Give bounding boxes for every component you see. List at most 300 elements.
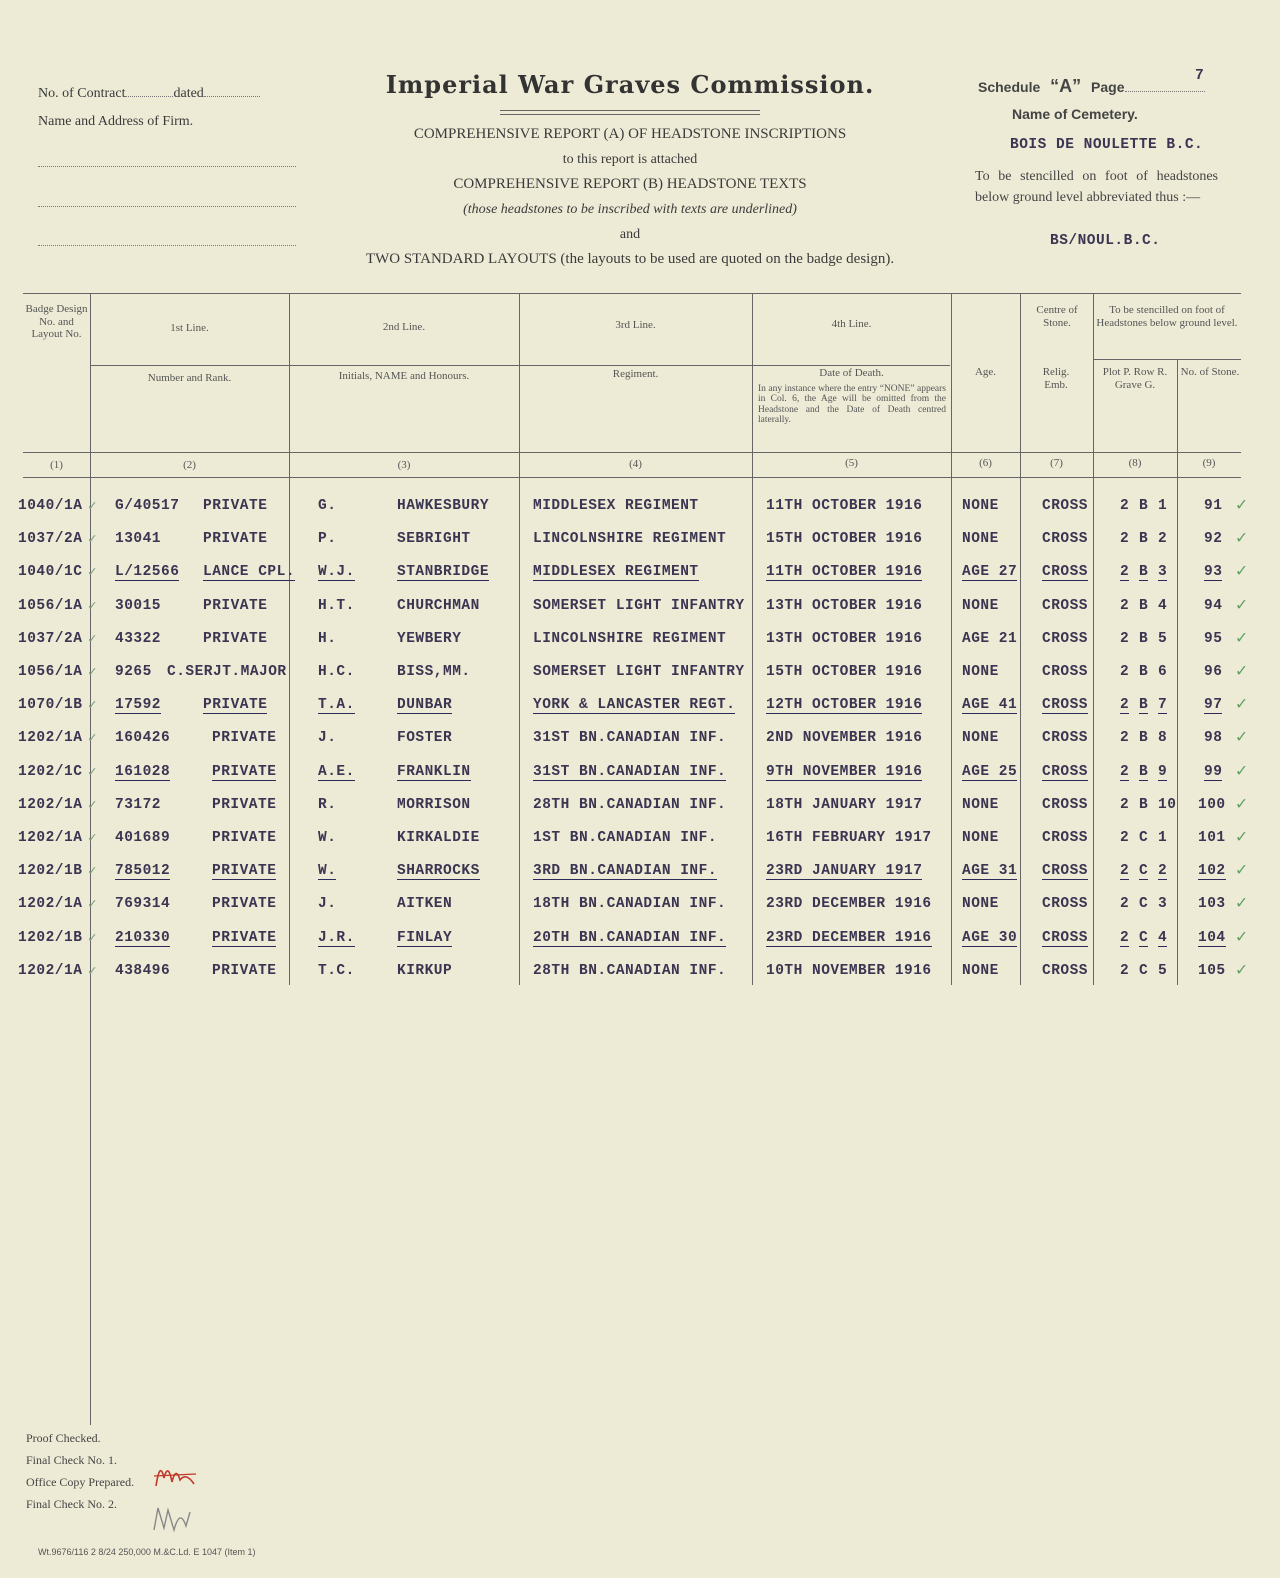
age-cell: AGE 21 bbox=[962, 631, 1018, 647]
initials-cell: H. bbox=[318, 631, 337, 647]
age-cell: NONE bbox=[962, 730, 999, 746]
green-check-mark-icon: ✓ bbox=[1236, 728, 1248, 748]
emb-cell: CROSS bbox=[1042, 664, 1089, 680]
col2-number: (2) bbox=[183, 459, 196, 471]
date-cell: 12TH OCTOBER 1916 bbox=[766, 697, 923, 713]
date-cell: 23RD DECEMBER 1916 bbox=[766, 896, 932, 912]
rank-cell: PRIVATE bbox=[212, 863, 277, 879]
grave-cell: 1 bbox=[1158, 498, 1168, 514]
emb-cell: CROSS bbox=[1042, 896, 1089, 912]
name-cell: AITKEN bbox=[397, 896, 453, 912]
number-cell: 438496 bbox=[115, 963, 171, 979]
col4-subheader: Regiment. bbox=[612, 368, 659, 380]
age-cell: NONE bbox=[962, 531, 999, 547]
emb-cell: CROSS bbox=[1042, 963, 1089, 979]
check-mark-icon: ✓ bbox=[88, 532, 97, 548]
row-cell: B bbox=[1139, 730, 1149, 746]
age-cell: AGE 30 bbox=[962, 930, 1018, 946]
check-mark-icon: ✓ bbox=[88, 565, 97, 581]
plot-cell: 2 bbox=[1120, 697, 1130, 713]
badge-cell: 1070/1B bbox=[18, 697, 83, 713]
body-top-rule bbox=[23, 477, 1241, 478]
plot-cell: 2 bbox=[1120, 498, 1130, 514]
age-cell: NONE bbox=[962, 830, 999, 846]
check-mark-icon: ✓ bbox=[88, 897, 97, 913]
green-check-mark-icon: ✓ bbox=[1236, 596, 1248, 616]
regiment-cell: LINCOLNSHIRE REGIMENT bbox=[533, 631, 727, 647]
row-cell: B bbox=[1139, 498, 1149, 514]
regiment-cell: 28TH BN.CANADIAN INF. bbox=[533, 797, 727, 813]
badge-cell: 1040/1A bbox=[18, 498, 83, 514]
number-cell: 13041 bbox=[115, 531, 162, 547]
stone-cell: 92 bbox=[1204, 531, 1223, 547]
regiment-cell: MIDDLESEX REGIMENT bbox=[533, 564, 699, 580]
number-cell: 785012 bbox=[115, 863, 171, 879]
emb-cell: CROSS bbox=[1042, 531, 1089, 547]
emb-cell: CROSS bbox=[1042, 598, 1089, 614]
plot-cell: 2 bbox=[1120, 631, 1130, 647]
age-cell: NONE bbox=[962, 664, 999, 680]
col1-number: (1) bbox=[50, 459, 63, 471]
badge-cell: 1056/1A bbox=[18, 664, 83, 680]
rank-cell: PRIVATE bbox=[203, 631, 268, 647]
rank-cell: PRIVATE bbox=[212, 963, 277, 979]
green-check-mark-icon: ✓ bbox=[1236, 961, 1248, 981]
grave-cell: 4 bbox=[1158, 598, 1168, 614]
page-label: Page bbox=[1091, 79, 1125, 95]
stencil-value: BS/NOUL.B.C. bbox=[1050, 233, 1161, 249]
table-row bbox=[0, 830, 1280, 858]
date-cell: 23RD DECEMBER 1916 bbox=[766, 930, 932, 946]
check-mark-icon: ✓ bbox=[88, 765, 97, 781]
number-cell: 160426 bbox=[115, 730, 171, 746]
initials-cell: A.E. bbox=[318, 764, 355, 780]
check-mark-icon: ✓ bbox=[88, 632, 97, 648]
emb-cell: CROSS bbox=[1042, 863, 1089, 879]
proof-checked: Proof Checked. bbox=[26, 1431, 101, 1445]
table-row bbox=[0, 531, 1280, 559]
office-copy: Office Copy Prepared. bbox=[26, 1475, 135, 1489]
row-cell: C bbox=[1139, 830, 1149, 846]
initials-cell: J.R. bbox=[318, 930, 355, 946]
emb-cell: CROSS bbox=[1042, 631, 1089, 647]
rank-cell: PRIVATE bbox=[212, 830, 277, 846]
table-row bbox=[0, 697, 1280, 725]
rank-cell: LANCE CPL. bbox=[203, 564, 296, 580]
grave-cell: 2 bbox=[1158, 863, 1168, 879]
col3-subheader: Initials, NAME and Honours. bbox=[338, 370, 470, 382]
initials-cell: T.C. bbox=[318, 963, 355, 979]
stone-cell: 104 bbox=[1198, 930, 1226, 946]
green-check-mark-icon: ✓ bbox=[1236, 662, 1248, 682]
check-mark-icon: ✓ bbox=[88, 798, 97, 814]
plot-cell: 2 bbox=[1120, 930, 1130, 946]
date-cell: 11TH OCTOBER 1916 bbox=[766, 564, 923, 580]
date-cell: 23RD JANUARY 1917 bbox=[766, 863, 923, 879]
name-cell: SHARROCKS bbox=[397, 863, 480, 879]
table-row bbox=[0, 797, 1280, 825]
age-cell: AGE 27 bbox=[962, 564, 1018, 580]
row-cell: C bbox=[1139, 896, 1149, 912]
schedule-value: “A” bbox=[1050, 76, 1082, 96]
col4-header: 3rd Line. bbox=[615, 319, 656, 331]
badge-cell: 1037/2A bbox=[18, 631, 83, 647]
row-cell: B bbox=[1139, 797, 1149, 813]
date-cell: 16TH FEBRUARY 1917 bbox=[766, 830, 932, 846]
name-cell: KIRKALDIE bbox=[397, 830, 480, 846]
stone-cell: 103 bbox=[1198, 896, 1226, 912]
regiment-cell: LINCOLNSHIRE REGIMENT bbox=[533, 531, 727, 547]
age-cell: NONE bbox=[962, 896, 999, 912]
table-row bbox=[0, 963, 1280, 991]
plot-cell: 2 bbox=[1120, 797, 1130, 813]
rank-cell: PRIVATE bbox=[203, 697, 268, 713]
green-check-mark-icon: ✓ bbox=[1236, 529, 1248, 549]
badge-cell: 1040/1C bbox=[18, 564, 83, 580]
initials-cell: H.C. bbox=[318, 664, 355, 680]
col2-header: 1st Line. bbox=[170, 322, 209, 334]
table-row bbox=[0, 498, 1280, 526]
badge-cell: 1037/2A bbox=[18, 531, 83, 547]
initials-cell: W. bbox=[318, 830, 337, 846]
check-mark-icon: ✓ bbox=[88, 599, 97, 615]
age-cell: NONE bbox=[962, 797, 999, 813]
emb-cell: CROSS bbox=[1042, 564, 1089, 580]
emb-cell: CROSS bbox=[1042, 830, 1089, 846]
final-check-1: Final Check No. 1. bbox=[26, 1453, 117, 1467]
date-cell: 15TH OCTOBER 1916 bbox=[766, 664, 923, 680]
regiment-cell: 31ST BN.CANADIAN INF. bbox=[533, 730, 727, 746]
table-row bbox=[0, 631, 1280, 659]
number-cell: 161028 bbox=[115, 764, 171, 780]
initials-cell: W.J. bbox=[318, 564, 355, 580]
row-cell: B bbox=[1139, 764, 1149, 780]
page-value: 7 bbox=[1195, 68, 1205, 84]
green-check-mark-icon: ✓ bbox=[1236, 928, 1248, 948]
emb-cell: CROSS bbox=[1042, 797, 1089, 813]
age-cell: NONE bbox=[962, 498, 999, 514]
contract-field bbox=[38, 86, 260, 102]
table-row bbox=[0, 664, 1280, 692]
stone-cell: 99 bbox=[1204, 764, 1223, 780]
subheader-rule-a bbox=[90, 365, 950, 366]
badge-cell: 1202/1A bbox=[18, 797, 83, 813]
green-check-mark-icon: ✓ bbox=[1236, 496, 1248, 516]
table-top-rule bbox=[23, 293, 1241, 294]
col3-header: 2nd Line. bbox=[382, 321, 426, 333]
emb-cell: CROSS bbox=[1042, 930, 1089, 946]
table-row bbox=[0, 730, 1280, 758]
stone-cell: 102 bbox=[1198, 863, 1226, 879]
green-check-mark-icon: ✓ bbox=[1236, 894, 1248, 914]
number-cell: 17592 bbox=[115, 697, 162, 713]
date-cell: 10TH NOVEMBER 1916 bbox=[766, 963, 932, 979]
grave-cell: 8 bbox=[1158, 730, 1168, 746]
name-cell: FOSTER bbox=[397, 730, 453, 746]
stone-cell: 100 bbox=[1198, 797, 1226, 813]
name-cell: MORRISON bbox=[397, 797, 471, 813]
name-cell: FRANKLIN bbox=[397, 764, 471, 780]
green-check-mark-icon: ✓ bbox=[1236, 795, 1248, 815]
stone-cell: 93 bbox=[1204, 564, 1223, 580]
plot-cell: 2 bbox=[1120, 564, 1130, 580]
age-cell: AGE 41 bbox=[962, 697, 1018, 713]
red-initials-signature bbox=[150, 1456, 200, 1492]
badge-cell: 1202/1B bbox=[18, 863, 83, 879]
firm-line-3 bbox=[38, 245, 296, 246]
table-row bbox=[0, 764, 1280, 792]
col6-subheader: Age. bbox=[974, 366, 997, 378]
plot-cell: 2 bbox=[1120, 896, 1130, 912]
row-cell: B bbox=[1139, 531, 1149, 547]
regiment-cell: SOMERSET LIGHT INFANTRY bbox=[533, 598, 745, 614]
badge-cell: 1056/1A bbox=[18, 598, 83, 614]
stone-cell: 97 bbox=[1204, 697, 1223, 713]
date-cell: 18TH JANUARY 1917 bbox=[766, 797, 923, 813]
name-cell: FINLAY bbox=[397, 930, 453, 946]
number-cell: 210330 bbox=[115, 930, 171, 946]
number-cell: 769314 bbox=[115, 896, 171, 912]
plot-cell: 2 bbox=[1120, 764, 1130, 780]
regiment-cell: 1ST BN.CANADIAN INF. bbox=[533, 830, 718, 846]
firm-line-1 bbox=[38, 166, 296, 167]
rank-cell: PRIVATE bbox=[212, 797, 277, 813]
rank-cell: PRIVATE bbox=[203, 598, 268, 614]
title-rule-2 bbox=[500, 114, 760, 115]
check-mark-icon: ✓ bbox=[88, 731, 97, 747]
grave-cell: 5 bbox=[1158, 631, 1168, 647]
final-check-2: Final Check No. 2. bbox=[26, 1497, 117, 1511]
regiment-cell: 31ST BN.CANADIAN INF. bbox=[533, 764, 727, 780]
check-mark-icon: ✓ bbox=[88, 665, 97, 681]
grave-cell: 3 bbox=[1158, 564, 1168, 580]
name-cell: YEWBERY bbox=[397, 631, 462, 647]
date-cell: 2ND NOVEMBER 1916 bbox=[766, 730, 923, 746]
badge-cell: 1202/1C bbox=[18, 764, 83, 780]
and-text: and bbox=[619, 227, 641, 242]
cemetery-label: Name of Cemetery. bbox=[1012, 106, 1138, 122]
layouts-text: TWO STANDARD LAYOUTS (the layouts to be used are quoted on the badge design). bbox=[365, 251, 895, 267]
row-cell: B bbox=[1139, 598, 1149, 614]
number-cell: 73172 bbox=[115, 797, 162, 813]
initials-cell: R. bbox=[318, 797, 337, 813]
badge-cell: 1202/1A bbox=[18, 896, 83, 912]
initials-cell: G. bbox=[318, 498, 337, 514]
print-info: Wt.9676/116 2 8/24 250,000 M.&C.Ld. E 1047 (Item 1) bbox=[38, 1547, 256, 1557]
regiment-cell: 20TH BN.CANADIAN INF. bbox=[533, 930, 727, 946]
badge-cell: 1202/1B bbox=[18, 930, 83, 946]
date-cell: 11TH OCTOBER 1916 bbox=[766, 498, 923, 514]
subheader-rule-b bbox=[1093, 359, 1241, 360]
underlined-note: (those headstones to be inscribed with texts are underlined) bbox=[463, 202, 797, 217]
green-check-mark-icon: ✓ bbox=[1236, 861, 1248, 881]
emb-cell: CROSS bbox=[1042, 764, 1089, 780]
name-cell: CHURCHMAN bbox=[397, 598, 480, 614]
col6-number: (6) bbox=[979, 457, 992, 469]
col89-header: To be stencilled on foot of Headstones below ground level. bbox=[1096, 304, 1238, 329]
col9-subheader: No. of Stone. bbox=[1180, 366, 1240, 378]
initials-cell: T.A. bbox=[318, 697, 355, 713]
rank-cell: PRIVATE bbox=[212, 764, 277, 780]
plot-cell: 2 bbox=[1120, 664, 1130, 680]
name-cell: SEBRIGHT bbox=[397, 531, 471, 547]
age-cell: NONE bbox=[962, 598, 999, 614]
commission-title: Imperial War Graves Commission. bbox=[385, 70, 875, 99]
rank-cell: PRIVATE bbox=[212, 896, 277, 912]
grave-cell: 3 bbox=[1158, 896, 1168, 912]
col4-number: (4) bbox=[629, 458, 642, 470]
stencil-note: To be stencilled on foot of headstones below ground level abbreviated thus :— bbox=[975, 169, 1218, 205]
emb-cell: CROSS bbox=[1042, 697, 1089, 713]
green-check-mark-icon: ✓ bbox=[1236, 762, 1248, 782]
badge-cell: 1202/1A bbox=[18, 963, 83, 979]
age-cell: NONE bbox=[962, 963, 999, 979]
regiment-cell: 3RD BN.CANADIAN INF. bbox=[533, 863, 718, 879]
regiment-cell: SOMERSET LIGHT INFANTRY bbox=[533, 664, 745, 680]
col5-subheader: Date of Death. bbox=[819, 367, 884, 379]
number-cell: L/12566 bbox=[115, 564, 180, 580]
name-cell: STANBRIDGE bbox=[397, 564, 490, 580]
regiment-cell: 18TH BN.CANADIAN INF. bbox=[533, 896, 727, 912]
firm-label: Name and Address of Firm. bbox=[38, 114, 194, 129]
plot-cell: 2 bbox=[1120, 531, 1130, 547]
report-a: COMPREHENSIVE REPORT (A) OF HEADSTONE INSCRIPTIONS bbox=[413, 126, 847, 142]
grave-cell: 5 bbox=[1158, 963, 1168, 979]
age-cell: AGE 25 bbox=[962, 764, 1018, 780]
contract-label: No. of Contract bbox=[38, 86, 126, 101]
number-cell: 9265 bbox=[115, 664, 152, 680]
stone-cell: 91 bbox=[1204, 498, 1223, 514]
col5-note: In any instance where the entry “NONE” appears in Col. 6, the Age will be omitted from the Headstone and the Date of Death centred laterally. bbox=[758, 384, 946, 426]
number-cell: 43322 bbox=[115, 631, 162, 647]
firm-line-2 bbox=[38, 206, 296, 207]
grave-cell: 10 bbox=[1158, 797, 1177, 813]
col8-subheader: Plot P. Row R. Grave G. bbox=[1102, 366, 1168, 391]
col8-number: (8) bbox=[1128, 457, 1142, 469]
schedule-label: Schedule bbox=[978, 79, 1041, 95]
plot-cell: 2 bbox=[1120, 730, 1130, 746]
green-check-mark-icon: ✓ bbox=[1236, 562, 1248, 582]
check-mark-icon: ✓ bbox=[88, 964, 97, 980]
plot-cell: 2 bbox=[1120, 830, 1130, 846]
grave-cell: 7 bbox=[1158, 697, 1168, 713]
row-cell: C bbox=[1139, 863, 1149, 879]
check-mark-icon: ✓ bbox=[88, 931, 97, 947]
number-cell: 30015 bbox=[115, 598, 162, 614]
row-cell: B bbox=[1139, 631, 1149, 647]
cemetery-value: BOIS DE NOULETTE B.C. bbox=[1010, 137, 1204, 153]
plot-cell: 2 bbox=[1120, 863, 1130, 879]
table-row bbox=[0, 863, 1280, 891]
row-cell: B bbox=[1139, 564, 1149, 580]
check-mark-icon: ✓ bbox=[88, 831, 97, 847]
initials-cell: H.T. bbox=[318, 598, 355, 614]
date-cell: 9TH NOVEMBER 1916 bbox=[766, 764, 923, 780]
date-cell: 13TH OCTOBER 1916 bbox=[766, 598, 923, 614]
regiment-cell: YORK & LANCASTER REGT. bbox=[533, 697, 736, 713]
regiment-cell: MIDDLESEX REGIMENT bbox=[533, 498, 699, 514]
row-cell: B bbox=[1139, 697, 1149, 713]
emb-cell: CROSS bbox=[1042, 730, 1089, 746]
grave-cell: 1 bbox=[1158, 830, 1168, 846]
grey-initials-signature bbox=[150, 1500, 196, 1536]
row-cell: C bbox=[1139, 963, 1149, 979]
initials-cell: J. bbox=[318, 896, 337, 912]
col5-header: 4th Line. bbox=[831, 318, 872, 330]
date-cell: 15TH OCTOBER 1916 bbox=[766, 531, 923, 547]
name-cell: KIRKUP bbox=[397, 963, 453, 979]
grave-cell: 6 bbox=[1158, 664, 1168, 680]
table-row bbox=[0, 896, 1280, 924]
check-mark-icon: ✓ bbox=[88, 864, 97, 880]
number-cell: 401689 bbox=[115, 830, 171, 846]
row-cell: C bbox=[1139, 930, 1149, 946]
check-mark-icon: ✓ bbox=[88, 499, 97, 515]
rank-cell: C.SERJT.MAJOR bbox=[167, 664, 287, 680]
initials-cell: P. bbox=[318, 531, 337, 547]
plot-cell: 2 bbox=[1120, 963, 1130, 979]
plot-cell: 2 bbox=[1120, 598, 1130, 614]
grave-cell: 4 bbox=[1158, 930, 1168, 946]
stone-cell: 94 bbox=[1204, 598, 1223, 614]
rank-cell: PRIVATE bbox=[212, 930, 277, 946]
date-cell: 13TH OCTOBER 1916 bbox=[766, 631, 923, 647]
check-mark-icon: ✓ bbox=[88, 698, 97, 714]
emb-cell: CROSS bbox=[1042, 498, 1089, 514]
col9-number: (9) bbox=[1202, 457, 1216, 469]
table-row bbox=[0, 564, 1280, 592]
stone-cell: 105 bbox=[1198, 963, 1226, 979]
col3-number: (3) bbox=[397, 459, 411, 471]
row-cell: B bbox=[1139, 664, 1149, 680]
stone-cell: 98 bbox=[1204, 730, 1223, 746]
grave-cell: 9 bbox=[1158, 764, 1168, 780]
dated-label: dated bbox=[173, 86, 204, 101]
col2-subheader: Number and Rank. bbox=[147, 372, 232, 384]
col1-header: Badge Design No. and Layout No. bbox=[25, 303, 88, 341]
number-cell: G/40517 bbox=[115, 498, 180, 514]
green-check-mark-icon: ✓ bbox=[1236, 828, 1248, 848]
regiment-cell: 28TH BN.CANADIAN INF. bbox=[533, 963, 727, 979]
col7-number: (7) bbox=[1050, 457, 1063, 469]
table-row bbox=[0, 930, 1280, 958]
report-b: COMPREHENSIVE REPORT (B) HEADSTONE TEXTS bbox=[453, 176, 807, 192]
attached-text: to this report is attached bbox=[562, 152, 698, 167]
schedule-line bbox=[978, 76, 1205, 97]
name-cell: BISS,MM. bbox=[397, 664, 471, 680]
green-check-mark-icon: ✓ bbox=[1236, 695, 1248, 715]
title-rule-1 bbox=[500, 110, 760, 111]
rank-cell: PRIVATE bbox=[203, 498, 268, 514]
stone-cell: 101 bbox=[1198, 830, 1226, 846]
age-cell: AGE 31 bbox=[962, 863, 1018, 879]
stone-cell: 96 bbox=[1204, 664, 1223, 680]
rank-cell: PRIVATE bbox=[203, 531, 268, 547]
col5-number: (5) bbox=[845, 457, 858, 469]
badge-cell: 1202/1A bbox=[18, 730, 83, 746]
rank-cell: PRIVATE bbox=[212, 730, 277, 746]
name-cell: HAWKESBURY bbox=[397, 498, 490, 514]
number-rule bbox=[23, 452, 1241, 453]
green-check-mark-icon: ✓ bbox=[1236, 629, 1248, 649]
badge-cell: 1202/1A bbox=[18, 830, 83, 846]
initials-cell: J. bbox=[318, 730, 337, 746]
grave-cell: 2 bbox=[1158, 531, 1168, 547]
name-cell: DUNBAR bbox=[397, 697, 453, 713]
col7-subheader: Relig. Emb. bbox=[1042, 366, 1070, 391]
stone-cell: 95 bbox=[1204, 631, 1223, 647]
col7-header: Centre of Stone. bbox=[1036, 304, 1078, 329]
